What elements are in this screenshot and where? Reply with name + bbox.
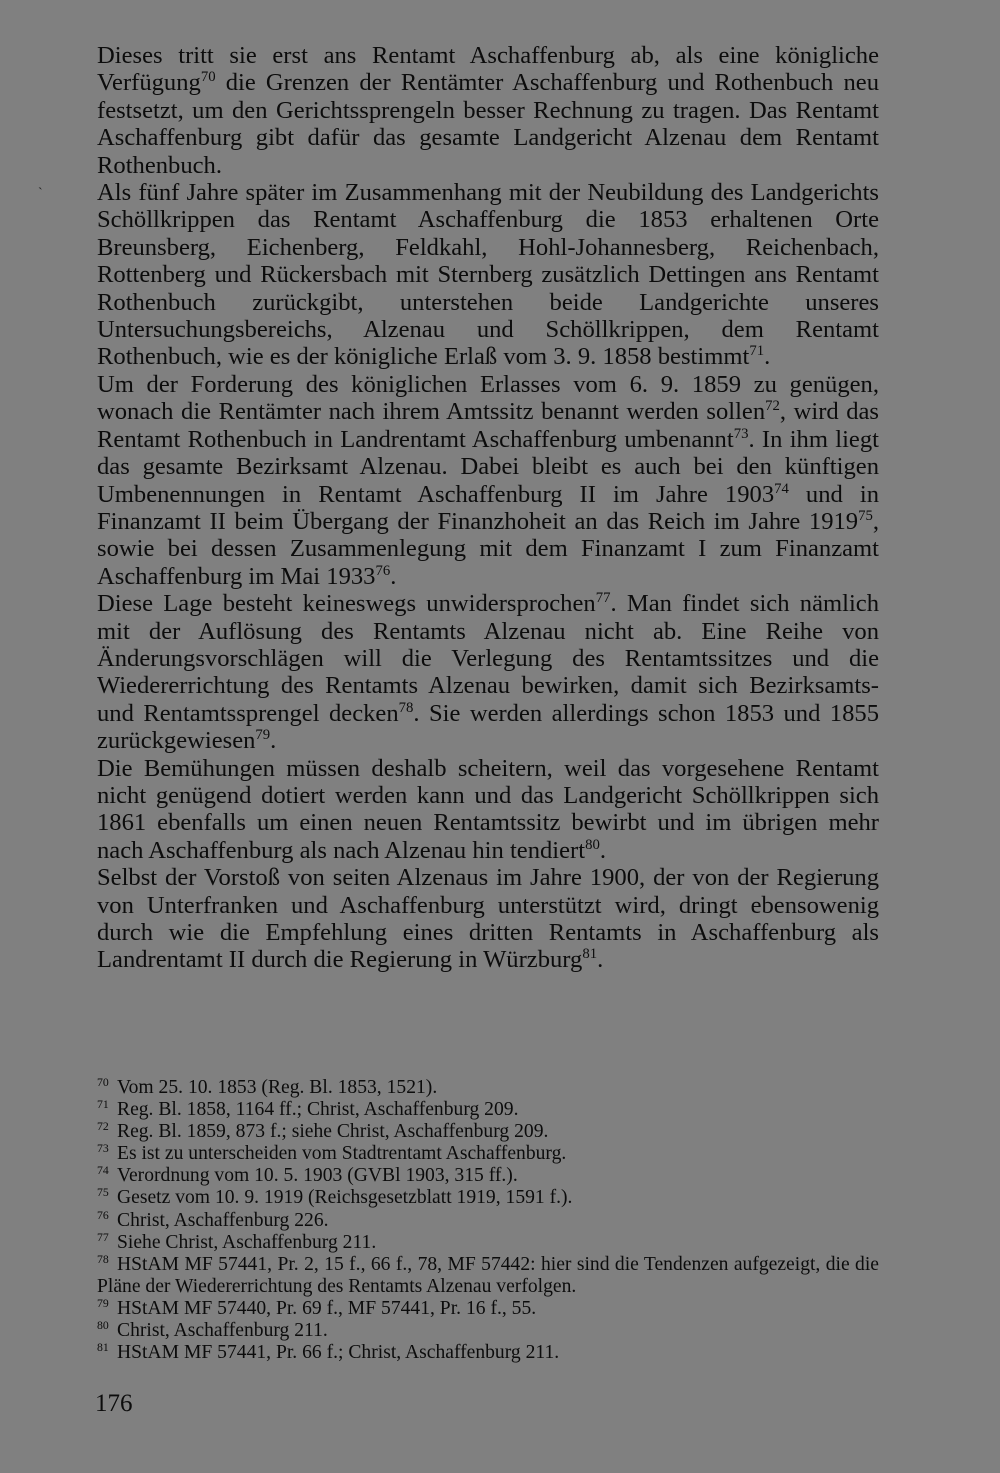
paragraph-1 (97, 42, 879, 179)
stray-mark: ` (38, 186, 43, 201)
footnote: $^{76}$ Christ, Aschaffenburg 226. (97, 1208, 329, 1231)
text-run: . Sie werden allerdings schon 1853 und 1855 zurückgewiesen (97, 699, 879, 755)
footnote-text: Christ, Aschaffenburg 226. (117, 1209, 329, 1231)
footnote: $^{73}$ Es ist zu unterscheiden vom Stadtrentamt Aschaffenburg. (97, 1142, 567, 1165)
text-run: Diese Lage besteht keineswegs unwidersprochen (97, 590, 596, 618)
footnote: $^{79}$ HStAM MF 57440, Pr. 69 f., MF 57441, Pr. 16 f., 55. (97, 1296, 537, 1319)
text-run: . In ihm liegt das gesamte Bezirksamt Alzenau. Dabei bleibt es auch bei den künftigen Umbenennungen in Rentamt Aschaffenburg II im Jahre 1903 (97, 425, 879, 508)
footnote-text: HStAM MF 57440, Pr. 69 f., MF 57441, Pr. 16 f., 55. (117, 1297, 537, 1319)
text-run: . (597, 946, 604, 974)
text-run: . (599, 836, 606, 864)
main-text (97, 42, 879, 974)
text-run: . Man findet sich nämlich mit der Auflösung des Rentamts Alzenau nicht ab. Eine Reihe von Änderungsvorschlägen will die Verlegung des Rentamtssitzes und die Wiedererrichtung des Rentamts Alzenau bewirken, damit sich Bezirksamts- und Rentamtssprengel decken (97, 590, 879, 727)
footnote-ref[interactable]: 73 (733, 425, 749, 442)
paragraph-4 (97, 590, 879, 754)
footnote-text: Gesetz vom 10. 9. 1919 (Reichsgesetzblatt 1919, 1591 f.). (117, 1187, 573, 1209)
footnote-text: Es ist zu unterscheiden vom Stadtrentamt Aschaffenburg. (117, 1143, 567, 1165)
footnote: $^{71}$ Reg. Bl. 1858, 1164 ff.; Christ, Aschaffenburg 209. (97, 1098, 519, 1121)
footnote-text: Reg. Bl. 1858, 1164 ff.; Christ, Aschaffenburg 209. (117, 1099, 519, 1121)
footnote: $^{81}$ HStAM MF 57441, Pr. 66 f.; Christ, Aschaffenburg 211. (97, 1341, 560, 1364)
text-run: . (390, 562, 397, 590)
footnote-ref[interactable]: 74 (774, 480, 789, 497)
page-number: 176 (95, 1390, 133, 1417)
paragraph-5 (97, 755, 879, 865)
footnote-text: Christ, Aschaffenburg 211. (117, 1320, 328, 1342)
footnote-text: Vom 25. 10. 1853 (Reg. Bl. 1853, 1521). (117, 1077, 438, 1098)
footnote: $^{77}$ Siehe Christ, Aschaffenburg 211. (97, 1230, 377, 1253)
footnote-ref[interactable]: 79 (255, 727, 271, 744)
footnote-ref[interactable]: 77 (595, 590, 611, 607)
text-run: . (764, 343, 771, 371)
footnote-text: HStAM MF 57441, Pr. 2, 15 f., 66 f., 78, MF 57442: hier sind die Tendenzen aufgezeigt, die die Pläne der Wiedererrichtung des Rentamts Alzenau verfolgen. (97, 1253, 879, 1297)
footnote: $^{74}$ Verordnung vom 10. 5. 1903 (GVBl 1903, 315 ff.). (97, 1164, 518, 1187)
footnotes (97, 1077, 879, 1364)
paragraph-2 (97, 179, 879, 371)
footnote: $^{72}$ Reg. Bl. 1859, 873 f.; siehe Christ, Aschaffenburg 209. (97, 1120, 549, 1143)
paragraph-6 (97, 864, 879, 974)
footnote-text: Siehe Christ, Aschaffenburg 211. (117, 1231, 377, 1253)
footnote-ref[interactable]: 70 (200, 69, 216, 86)
text-run: . (270, 727, 277, 755)
footnote-text: HStAM MF 57441, Pr. 66 f.; Christ, Aschaffenburg 211. (117, 1342, 560, 1364)
text-run: Um der Forderung des königlichen Erlasses vom 6. 9. 1859 zu genügen, wonach die Rentämter nach ihrem Amtssitz benannt werden sollen (97, 370, 879, 426)
text-run: die Grenzen der Rentämter Aschaffenburg und Rothenbuch neu festsetzt, um den Gerichtssprengeln besser Rechnung zu tragen. Das Rentamt Aschaffenburg gibt dafür das gesamte Landgericht Alzenau dem Rentamt Rothenbuch. (97, 69, 879, 179)
text-run: , wird das Rentamt Rothenbuch in Landrentamt Aschaffenburg umbenannt (97, 398, 880, 453)
text-run: und in Finanzamt II beim Übergang der Finanzhoheit an das Reich im Jahre 1919 (97, 480, 879, 535)
text-run: Als fünf Jahre später im Zusammenhang mit der Neubildung des Landgerichts Schöllkrippen das Rentamt Aschaffenburg die 1853 erhaltenen Orte Breunsberg, Eichenberg, Feldkahl, Hohl-Johannesberg, Reichenbach, Rottenberg und Rückersbach mit Sternberg zusätzlich Dettingen ans Rentamt Rothenbuch zurückgibt, unterstehen beide Landgerichte unseres Untersuchungsbereichs, Alzenau und Schöllkrippen, dem Rentamt Rothenbuch, wie es der königliche Erlaß vom 3. 9. 1858 bestimmt (97, 179, 879, 371)
footnote: $^{80}$ Christ, Aschaffenburg 211. (97, 1318, 328, 1342)
footnote: $^{70}$ Vom 25. 10. 1853 (Reg. Bl. 1853, 1521). (97, 1075, 438, 1098)
footnote-ref[interactable]: 72 (765, 398, 780, 415)
text-run: Selbst der Vorstoß von seiten Alzenaus im Jahre 1900, der von der Regierung von Unterfranken und Aschaffenburg unterstützt wird, dringt ebensowenig durch wie die Empfehlung eines dritten Rentamts in Aschaffenburg als Landrentamt II durch die Regierung in Würzburg (97, 864, 879, 974)
footnote-ref[interactable]: 81 (582, 946, 598, 963)
paragraph-3 (97, 371, 879, 590)
footnote-ref[interactable]: 75 (858, 508, 873, 525)
text-run: , sowie bei dessen Zusammenlegung mit dem Finanzamt I zum Finanzamt Aschaffenburg im Mai 1933 (97, 507, 879, 590)
footnote-text: Verordnung vom 10. 5. 1903 (GVBl 1903, 315 ff.). (117, 1165, 518, 1187)
footnote-ref[interactable]: 76 (375, 562, 391, 579)
text-run: Die Bemühungen müssen deshalb scheitern, weil das vorgesehene Rentamt nicht genügend dotiert werden kann und das Landgericht Schöllkrippen sich 1861 ebenfalls um einen neuen Rentamtssitz bewirbt und im übrigen mehr nach Aschaffenburg als nach Alzenau hin tendiert (97, 754, 879, 864)
text-run: Dieses tritt sie erst ans Rentamt Aschaffenburg ab, als eine königliche Verfügung (97, 42, 879, 97)
footnote: $^{75}$ Gesetz vom 10. 9. 1919 (Reichsgesetzblatt 1919, 1591 f.). (97, 1186, 573, 1209)
footnote-ref[interactable]: 71 (749, 343, 765, 360)
footnote-ref[interactable]: 80 (585, 836, 600, 853)
footnote-ref[interactable]: 78 (398, 699, 414, 716)
footnote-text: Reg. Bl. 1859, 873 f.; siehe Christ, Aschaffenburg 209. (117, 1121, 549, 1143)
footnote: $^{78}$ HStAM MF 57441, Pr. 2, 15 f., 66 f., 78, MF 57442: hier sind die Tendenzen aufgezeigt, die die Pläne der Wiedererrichtung des Rentamts Alzenau verfolgen. (97, 1252, 879, 1297)
